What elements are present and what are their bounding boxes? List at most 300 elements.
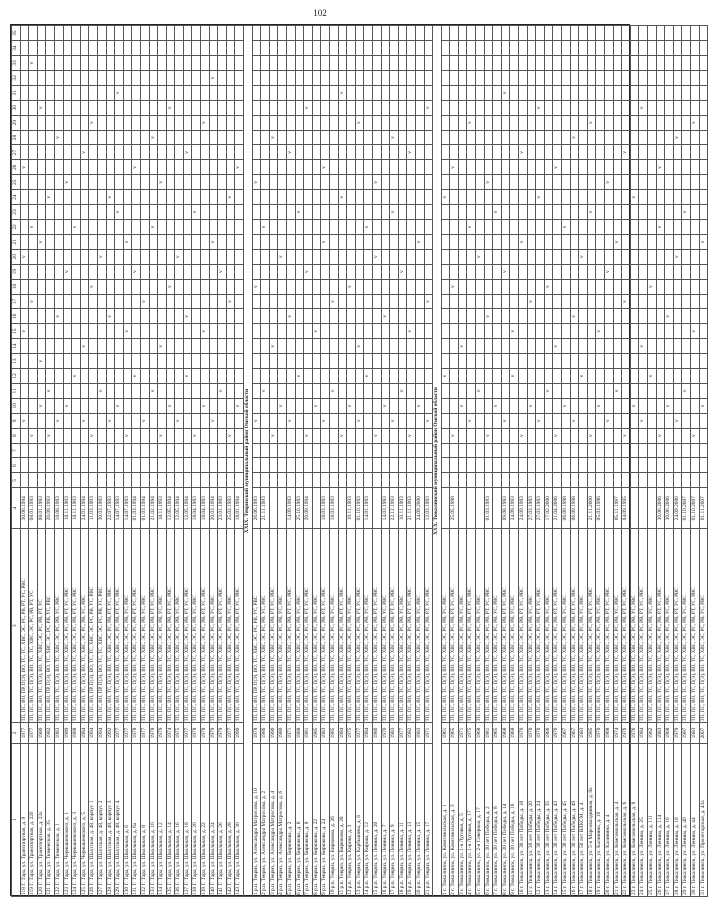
mark-cell xyxy=(269,220,278,235)
mark-cell xyxy=(604,383,613,398)
mark-cell xyxy=(329,279,338,294)
mark-cell xyxy=(544,324,553,339)
mark-cell xyxy=(158,70,167,85)
mark-cell xyxy=(123,443,132,458)
mark-cell xyxy=(252,70,261,85)
systems-cell: ТП, ПС, ВО, ТС, П(Э), ВО, ТС, ХВС, ЭС, РС, РВ, УС, РВС xyxy=(544,529,553,723)
mark-cell xyxy=(46,100,55,115)
mark-cell xyxy=(665,205,674,220)
mark-cell xyxy=(97,100,106,115)
mark-cell xyxy=(97,130,106,145)
mark-cell xyxy=(656,56,665,71)
mark-cell xyxy=(295,339,304,354)
year-cell: 1966 xyxy=(544,723,553,743)
row-number: 11 xyxy=(527,889,534,895)
year-cell: 1977 xyxy=(226,723,235,743)
mark-cell xyxy=(458,309,467,324)
mark-cell xyxy=(364,100,373,115)
mark-cell: v xyxy=(372,428,381,443)
mark-cell xyxy=(63,473,72,488)
mark-cell xyxy=(115,130,124,145)
mark-cell xyxy=(690,220,699,235)
mark-cell xyxy=(201,413,210,428)
mark-cell xyxy=(381,369,390,384)
mark-cell xyxy=(235,205,244,220)
year-cell: 1967 xyxy=(570,723,579,743)
mark-cell xyxy=(415,369,424,384)
mark-cell xyxy=(673,100,682,115)
mark-cell xyxy=(166,383,175,398)
mark-cell xyxy=(226,383,235,398)
mark-cell xyxy=(699,220,708,235)
mark-cell xyxy=(690,175,699,190)
table-row xyxy=(596,26,605,897)
mark-cell xyxy=(37,70,46,85)
address-cell xyxy=(201,743,210,896)
mark-cell xyxy=(553,175,562,190)
mark-cell xyxy=(218,130,227,145)
mark-cell xyxy=(587,443,596,458)
date-cell: 05.03.1996 xyxy=(596,488,605,529)
mark-cell xyxy=(295,130,304,145)
mark-cell xyxy=(467,264,476,279)
mark-cell xyxy=(115,413,124,428)
mark-cell xyxy=(132,175,141,190)
mark-cell xyxy=(140,369,149,384)
mark-cell xyxy=(579,398,588,413)
mark-cell xyxy=(630,413,639,428)
address-text: г. Тюкалинск, ул. 30 лет Победы, д. 14 xyxy=(501,803,508,891)
mark-cell xyxy=(201,234,210,249)
mark-cell xyxy=(54,115,63,130)
year-cell: 1983 xyxy=(390,723,399,743)
mark-cell xyxy=(80,264,89,279)
mark-cell: v xyxy=(149,383,158,398)
mark-cell xyxy=(312,339,321,354)
mark-cell: v xyxy=(304,264,313,279)
mark-cell xyxy=(673,324,682,339)
address-text: Г. Тара, ул. Чернышевского, д. 5 xyxy=(80,811,87,886)
date-cell: 17.02.2000 xyxy=(544,488,553,529)
systems-cell: ТП, ПС, ВО, ТС, П(Э), ВО, ТС, ХВС, ЭС, РС, РВ, УС, РВС xyxy=(630,529,639,723)
mark-cell xyxy=(329,234,338,249)
mark-cell: v xyxy=(622,145,631,160)
mark-cell xyxy=(536,56,545,71)
systems-cell: ТП, ПС, ВО, ТС, П(Э), ВО, ТС, ХВС, ЭС, РС, РВ, РТ, УС, РВС xyxy=(132,529,141,723)
mark-cell xyxy=(278,383,287,398)
mark-cell xyxy=(54,56,63,71)
mark-cell xyxy=(372,264,381,279)
mark-cell xyxy=(553,41,562,56)
row-number: 4 xyxy=(467,892,474,895)
mark-cell xyxy=(381,473,390,488)
mark-cell: v xyxy=(604,264,613,279)
mark-cell xyxy=(183,234,192,249)
row-number: 19 xyxy=(596,889,603,895)
mark-cell xyxy=(201,205,210,220)
mark-cell xyxy=(123,369,132,384)
mark-cell xyxy=(390,279,399,294)
mark-cell xyxy=(665,383,674,398)
mark-cell xyxy=(690,473,699,488)
mark-cell xyxy=(226,175,235,190)
mark-cell xyxy=(89,294,98,309)
mark-cell xyxy=(493,264,502,279)
column-header: 24 xyxy=(12,190,21,205)
mark-cell xyxy=(690,339,699,354)
mark-cell xyxy=(596,115,605,130)
mark-cell xyxy=(347,294,356,309)
mark-cell xyxy=(149,398,158,413)
year-cell: 1989 xyxy=(63,723,72,743)
mark-cell xyxy=(312,205,321,220)
mark-cell xyxy=(579,458,588,473)
mark-cell xyxy=(467,294,476,309)
mark-cell xyxy=(235,443,244,458)
mark-cell xyxy=(544,443,553,458)
mark-cell xyxy=(80,369,89,384)
year-cell: 1981 xyxy=(304,723,313,743)
mark-cell xyxy=(484,443,493,458)
mark-cell xyxy=(519,309,528,324)
mark-cell xyxy=(295,413,304,428)
mark-cell xyxy=(424,473,433,488)
mark-cell xyxy=(54,279,63,294)
mark-cell xyxy=(493,100,502,115)
systems-cell: ТП, ПС, ВО, ТС, П(Э), ВО, ТС, ХВС, ЭС, РС, РВ, РТ, УС, РВС xyxy=(338,529,347,723)
mark-cell: v xyxy=(269,130,278,145)
address-cell xyxy=(338,743,347,896)
mark-cell xyxy=(390,339,399,354)
mark-cell xyxy=(630,369,639,384)
mark-cell xyxy=(647,398,656,413)
mark-cell xyxy=(37,324,46,339)
systems-cell: ТП, ПС, ВО, ТС, П(Э), ВО, ТС, ХВС, ЭС, РС, РВ, РТ, УС, РВС xyxy=(587,529,596,723)
address-text: р.п. Тевриз, ул. Ленина, д. 11 xyxy=(398,821,405,889)
mark-cell: v xyxy=(604,413,613,428)
mark-cell xyxy=(647,354,656,369)
year-cell: 1983 xyxy=(321,723,330,743)
date-cell xyxy=(639,488,648,529)
systems-cell: ТП, ПС, ВО, ТС, П(Э), ВО, ТС, ХВС, ЭС, РС, РВ, УС, РВС xyxy=(665,529,674,723)
mark-cell: v xyxy=(20,324,29,339)
mark-cell xyxy=(287,70,296,85)
mark-cell xyxy=(381,100,390,115)
mark-cell xyxy=(235,115,244,130)
mark-cell xyxy=(72,85,81,100)
mark-cell xyxy=(29,324,38,339)
mark-cell xyxy=(587,279,596,294)
mark-cell xyxy=(639,428,648,443)
mark-cell xyxy=(562,428,571,443)
mark-cell: v xyxy=(80,339,89,354)
mark-cell xyxy=(544,398,553,413)
mark-cell xyxy=(501,205,510,220)
mark-cell xyxy=(415,264,424,279)
mark-cell xyxy=(562,294,571,309)
mark-cell xyxy=(604,354,613,369)
mark-cell xyxy=(450,100,459,115)
mark-cell xyxy=(158,369,167,384)
row-number: 5 xyxy=(476,892,483,895)
mark-cell xyxy=(183,115,192,130)
mark-cell xyxy=(587,220,596,235)
mark-cell xyxy=(501,190,510,205)
mark-cell xyxy=(295,294,304,309)
mark-cell: v xyxy=(115,205,124,220)
mark-cell xyxy=(699,175,708,190)
mark-cell xyxy=(20,70,29,85)
mark-cell xyxy=(613,428,622,443)
column-header: 28 xyxy=(12,130,21,145)
mark-cell xyxy=(29,70,38,85)
mark-cell xyxy=(544,190,553,205)
row-number-separator xyxy=(605,888,611,889)
mark-cell xyxy=(115,324,124,339)
column-header: 17 xyxy=(12,294,21,309)
mark-cell xyxy=(89,443,98,458)
date-cell: 10.11.1993 xyxy=(347,488,356,529)
mark-cell xyxy=(149,115,158,130)
mark-cell xyxy=(673,354,682,369)
mark-cell xyxy=(519,205,528,220)
address-text: Г. Тара, ул. Школьная, д. 14 xyxy=(166,822,173,886)
mark-cell xyxy=(287,443,296,458)
mark-cell xyxy=(579,428,588,443)
mark-cell xyxy=(175,398,184,413)
systems-cell: ТП, ПС, ВО, ТС, П(Э), ВО, ТС, ХВС, ЭС, РС, РВ, УС, РВС xyxy=(80,529,89,723)
mark-cell xyxy=(201,190,210,205)
mark-cell: v xyxy=(407,145,416,160)
mark-cell xyxy=(579,339,588,354)
address-text: г. Тюкалинск, ул. 30 лет Победы, д. 20 xyxy=(527,801,534,889)
mark-cell xyxy=(329,413,338,428)
mark-cell xyxy=(132,145,141,160)
mark-cell xyxy=(29,249,38,264)
column-header: 18 xyxy=(12,279,21,294)
mark-cell xyxy=(269,70,278,85)
mark-cell xyxy=(656,294,665,309)
year-cell: 1994 xyxy=(89,723,98,743)
address-text: р.п. Тевриз, ул. Кирова, д. 3 xyxy=(347,824,354,889)
mark-cell: v xyxy=(201,398,210,413)
mark-cell xyxy=(132,383,141,398)
mark-cell xyxy=(424,443,433,458)
mark-cell xyxy=(37,383,46,398)
mark-cell xyxy=(20,309,29,324)
mark-cell xyxy=(329,458,338,473)
mark-cell xyxy=(338,473,347,488)
mark-cell xyxy=(37,175,46,190)
mark-cell xyxy=(97,279,106,294)
row-number: 121 xyxy=(46,886,53,895)
mark-cell xyxy=(312,458,321,473)
mark-cell xyxy=(690,354,699,369)
mark-cell xyxy=(570,324,579,339)
mark-cell xyxy=(209,85,218,100)
systems-cell: ТП, ПС, ВО, ТС, П(Э), ВО, ТС, ХВС, ЭС, РС, РВ, УС, РВС xyxy=(699,529,708,723)
mark-cell xyxy=(562,473,571,488)
address-cell xyxy=(596,743,605,896)
mark-cell: v xyxy=(450,279,459,294)
mark-cell xyxy=(613,294,622,309)
mark-cell xyxy=(192,130,201,145)
column-header: 23 xyxy=(12,205,21,220)
mark-cell xyxy=(20,443,29,458)
address-text: г. Тюкалинск, ул. 30 лет Победы, д. 24 xyxy=(536,800,543,889)
mark-cell xyxy=(381,130,390,145)
mark-cell xyxy=(372,383,381,398)
mark-cell: v xyxy=(329,294,338,309)
mark-cell xyxy=(510,443,519,458)
mark-cell xyxy=(553,249,562,264)
mark-cell xyxy=(192,279,201,294)
mark-cell xyxy=(647,130,656,145)
mark-cell xyxy=(278,100,287,115)
mark-cell xyxy=(407,413,416,428)
mark-cell xyxy=(123,398,132,413)
systems-cell: ТП, ПС, ВО, ТС, П(Э), ВО, ТС, ХВС, ЭС, РС, РВ, УС, РВС xyxy=(682,529,691,723)
mark-cell xyxy=(72,56,81,71)
mark-cell xyxy=(458,264,467,279)
mark-cell xyxy=(579,234,588,249)
mark-cell xyxy=(596,294,605,309)
systems-cell: ТП, ПС, ВО, ТС, П(Э), ВО, ТС, ХВС, ЭС, РС, РВ, РТ, УС, РВС xyxy=(372,529,381,723)
mark-cell xyxy=(80,190,89,205)
mark-cell xyxy=(72,413,81,428)
mark-cell xyxy=(613,130,622,145)
mark-cell xyxy=(604,309,613,324)
mark-cell xyxy=(312,294,321,309)
date-cell xyxy=(441,488,450,529)
mark-cell xyxy=(20,26,29,41)
mark-cell xyxy=(458,294,467,309)
mark-cell xyxy=(80,100,89,115)
mark-cell xyxy=(97,115,106,130)
mark-cell xyxy=(149,41,158,56)
mark-cell xyxy=(467,354,476,369)
mark-cell xyxy=(596,473,605,488)
mark-cell xyxy=(682,473,691,488)
mark-cell xyxy=(158,473,167,488)
mark-cell xyxy=(132,249,141,264)
mark-cell xyxy=(390,264,399,279)
mark-cell xyxy=(63,130,72,145)
mark-cell xyxy=(209,383,218,398)
mark-cell xyxy=(415,428,424,443)
mark-cell xyxy=(97,324,106,339)
mark-cell xyxy=(519,249,528,264)
mark-cell: v xyxy=(570,309,579,324)
mark-cell xyxy=(261,294,270,309)
mark-cell xyxy=(570,369,579,384)
mark-cell xyxy=(106,339,115,354)
mark-cell xyxy=(72,115,81,130)
mark-cell xyxy=(527,458,536,473)
mark-cell xyxy=(278,354,287,369)
mark-cell xyxy=(29,85,38,100)
row-number-separator xyxy=(553,888,559,889)
mark-cell xyxy=(647,413,656,428)
mark-cell xyxy=(501,279,510,294)
mark-cell xyxy=(553,190,562,205)
mark-cell xyxy=(665,130,674,145)
mark-cell: v xyxy=(390,130,399,145)
mark-cell xyxy=(329,369,338,384)
mark-cell: v xyxy=(106,309,115,324)
date-cell xyxy=(579,488,588,529)
mark-cell xyxy=(158,309,167,324)
mark-cell xyxy=(304,160,313,175)
date-cell: 09.08.1993 xyxy=(501,488,510,529)
row-number: 134 xyxy=(158,886,165,895)
mark-cell xyxy=(484,383,493,398)
mark-cell xyxy=(46,398,55,413)
mark-cell xyxy=(140,70,149,85)
mark-cell xyxy=(123,56,132,71)
mark-cell xyxy=(63,41,72,56)
year-cell: 1977 xyxy=(29,723,38,743)
mark-cell xyxy=(441,428,450,443)
mark-cell xyxy=(355,249,364,264)
table-row xyxy=(338,26,347,897)
mark-cell: v xyxy=(123,324,132,339)
mark-cell xyxy=(132,354,141,369)
mark-cell xyxy=(562,279,571,294)
mark-cell xyxy=(544,175,553,190)
mark-cell xyxy=(656,175,665,190)
mark-cell xyxy=(183,220,192,235)
mark-cell xyxy=(562,41,571,56)
mark-cell xyxy=(80,383,89,398)
mark-cell xyxy=(484,205,493,220)
mark-cell xyxy=(527,383,536,398)
year-cell: 1983 xyxy=(579,723,588,743)
mark-cell: v xyxy=(54,413,63,428)
mark-cell: v xyxy=(261,383,270,398)
year-cell: 1974 xyxy=(613,723,622,743)
mark-cell xyxy=(458,443,467,458)
mark-cell xyxy=(132,339,141,354)
mark-cell xyxy=(252,160,261,175)
mark-cell xyxy=(510,205,519,220)
address-cell xyxy=(562,743,571,896)
row-number: 20 xyxy=(604,889,611,895)
year-cell: 1986 xyxy=(261,723,270,743)
mark-cell xyxy=(97,85,106,100)
mark-cell: v xyxy=(441,369,450,384)
mark-cell xyxy=(673,473,682,488)
mark-cell xyxy=(46,130,55,145)
mark-cell xyxy=(89,383,98,398)
row-number-separator xyxy=(339,888,345,889)
mark-cell xyxy=(261,100,270,115)
mark-cell xyxy=(562,70,571,85)
mark-cell xyxy=(175,324,184,339)
mark-cell xyxy=(604,85,613,100)
mark-cell xyxy=(140,175,149,190)
mark-cell xyxy=(390,220,399,235)
mark-cell xyxy=(304,220,313,235)
mark-cell xyxy=(54,100,63,115)
mark-cell xyxy=(493,56,502,71)
mark-cell xyxy=(218,309,227,324)
mark-cell xyxy=(613,220,622,235)
mark-cell xyxy=(209,339,218,354)
mark-cell xyxy=(562,443,571,458)
mark-cell xyxy=(519,279,528,294)
mark-cell: v xyxy=(690,115,699,130)
